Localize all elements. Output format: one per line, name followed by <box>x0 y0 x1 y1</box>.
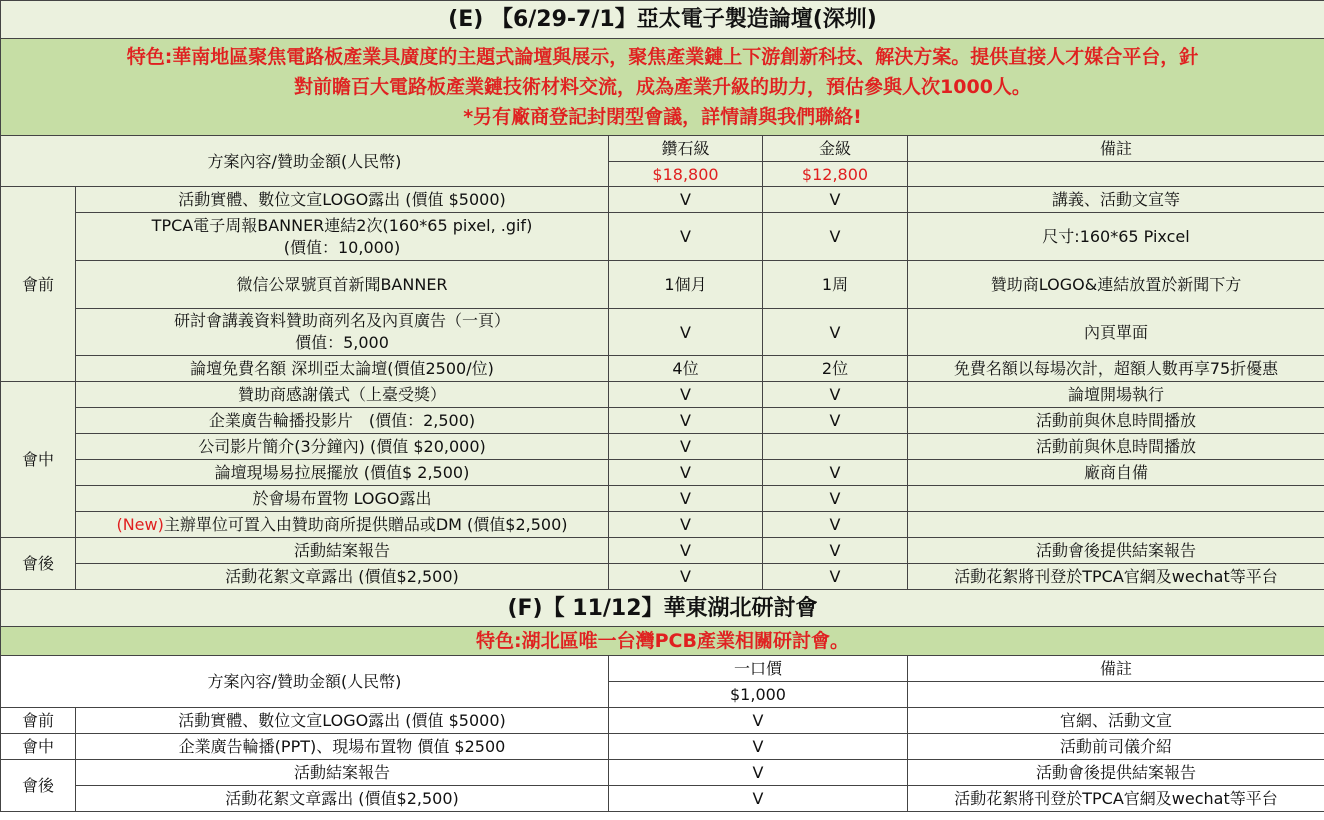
group-before: 會前 <box>1 187 76 382</box>
row-note <box>908 486 1324 512</box>
row-gold: V <box>763 382 908 408</box>
table-row <box>1 486 1324 512</box>
row-item: 論壇免費名額 深圳亞太論壇(價值2500/位) <box>76 356 609 382</box>
row-item: 活動實體、數位文宣LOGO露出 (價值 $5000) <box>76 187 609 213</box>
table-row <box>1 708 1324 734</box>
table-row <box>1 564 1324 590</box>
row-item <box>76 213 609 261</box>
row-note: 活動會後提供結案報告 <box>908 538 1324 564</box>
row-gold: 1周 <box>763 261 908 309</box>
feature-line-2: 對前瞻百大電路板產業鏈技術材料交流，成為產業升級的助力，預估參與人次1000人。 <box>294 76 1031 98</box>
row-value: V <box>609 708 908 734</box>
table-row <box>1 187 1324 213</box>
row-value: V <box>609 734 908 760</box>
section-e-feature <box>1 39 1324 136</box>
row-item-line2: 價值：5,000 <box>295 333 389 352</box>
row-gold: V <box>763 538 908 564</box>
row-diamond: V <box>609 538 763 564</box>
row-gold: V <box>763 213 908 261</box>
sponsorship-table-f <box>0 589 1324 812</box>
row-note: 活動前與休息時間播放 <box>908 434 1324 460</box>
table-row <box>1 760 1324 786</box>
diamond-price: $18,800 <box>609 162 763 187</box>
row-item: 企業廣告輪播(PPT)、現場布置物 價值 $2500 <box>76 734 609 760</box>
feature-line-3: *另有廠商登記封閉型會議，詳情請與我們聯絡! <box>463 106 862 128</box>
row-item: 公司影片簡介(3分鐘內) (價值 $20,000) <box>76 434 609 460</box>
new-tag: (New) <box>116 515 164 534</box>
table-row <box>1 512 1324 538</box>
row-note: 官網、活動文宣 <box>908 708 1324 734</box>
row-diamond: V <box>609 382 763 408</box>
row-note: 論壇開場執行 <box>908 382 1324 408</box>
header-plan: 方案內容/贊助金額(人民幣) <box>1 136 609 187</box>
table-row <box>1 786 1324 812</box>
row-diamond: V <box>609 460 763 486</box>
row-value: V <box>609 786 908 812</box>
row-gold: V <box>763 460 908 486</box>
table-row <box>1 460 1324 486</box>
section-e-title: (E) 【6/29-7/1】亞太電子製造論壇(深圳) <box>1 1 1324 39</box>
row-note: 尺寸:160*65 Pixcel <box>908 213 1324 261</box>
row-diamond: V <box>609 564 763 590</box>
row-note: 免費名額以每場次計，超額人數再享75折優惠 <box>908 356 1324 382</box>
row-item: 論壇現場易拉展擺放 (價值$ 2,500) <box>76 460 609 486</box>
row-item: 活動花絮文章露出 (價值$2,500) <box>76 786 609 812</box>
row-gold: V <box>763 408 908 434</box>
row-diamond: V <box>609 213 763 261</box>
row-diamond: V <box>609 486 763 512</box>
header-diamond: 鑽石級 <box>609 136 763 162</box>
gold-price: $12,800 <box>763 162 908 187</box>
group-during: 會中 <box>1 382 76 538</box>
table-row <box>1 213 1324 261</box>
row-note: 活動前司儀介紹 <box>908 734 1324 760</box>
group-before: 會前 <box>1 708 76 734</box>
row-item: 活動花絮文章露出 (價值$2,500) <box>76 564 609 590</box>
row-diamond: V <box>609 408 763 434</box>
row-note: 活動前與休息時間播放 <box>908 408 1324 434</box>
row-note <box>908 512 1324 538</box>
header-note: 備註 <box>908 136 1324 162</box>
row-note: 內頁單面 <box>908 309 1324 356</box>
section-f-feature: 特色:湖北區唯一台灣PCB產業相關研討會。 <box>1 627 1324 656</box>
table-row <box>1 434 1324 460</box>
row-gold: V <box>763 486 908 512</box>
table-row <box>1 734 1324 760</box>
group-after: 會後 <box>1 538 76 590</box>
price-note-empty <box>908 162 1324 187</box>
table-row <box>1 261 1324 309</box>
row-gold: V <box>763 309 908 356</box>
row-item: 微信公眾號頁首新聞BANNER <box>76 261 609 309</box>
row-item: 贊助商感謝儀式（上臺受獎） <box>76 382 609 408</box>
row-gold: V <box>763 564 908 590</box>
row-diamond: V <box>609 187 763 213</box>
row-note: 活動花絮將刊登於TPCA官網及wechat等平台 <box>908 564 1324 590</box>
price-note-empty <box>908 682 1324 708</box>
table-row <box>1 408 1324 434</box>
row-note: 活動花絮將刊登於TPCA官網及wechat等平台 <box>908 786 1324 812</box>
row-note: 講義、活動文宣等 <box>908 187 1324 213</box>
table-row <box>1 538 1324 564</box>
row-item: 於會場布置物 LOGO露出 <box>76 486 609 512</box>
group-after: 會後 <box>1 760 76 812</box>
header-price: $1,000 <box>609 682 908 708</box>
row-gold: V <box>763 512 908 538</box>
row-gold <box>763 434 908 460</box>
row-item: 活動結案報告 <box>76 760 609 786</box>
row-gold: 2位 <box>763 356 908 382</box>
row-item-text: 主辦單位可置入由贊助商所提供贈品或DM (價值$2,500) <box>163 515 568 534</box>
row-diamond: 4位 <box>609 356 763 382</box>
header-plan: 方案內容/贊助金額(人民幣) <box>1 656 609 708</box>
group-during: 會中 <box>1 734 76 760</box>
header-note: 備註 <box>908 656 1324 682</box>
row-diamond: V <box>609 434 763 460</box>
row-note: 廠商自備 <box>908 460 1324 486</box>
row-gold: V <box>763 187 908 213</box>
row-item-line2: (價值：10,000) <box>283 237 401 257</box>
row-item-line1: TPCA電子周報BANNER連結2次(160*65 pixel, .gif) <box>151 215 533 235</box>
table-row <box>1 356 1324 382</box>
row-item <box>76 512 609 538</box>
row-note: 贊助商LOGO&連結放置於新聞下方 <box>908 261 1324 309</box>
row-item: 活動實體、數位文宣LOGO露出 (價值 $5000) <box>76 708 609 734</box>
row-note: 活動會後提供結案報告 <box>908 760 1324 786</box>
row-item-line1: 研討會講義資料贊助商列名及內頁廣告（一頁） <box>173 311 510 330</box>
row-diamond: V <box>609 512 763 538</box>
table-row <box>1 309 1324 356</box>
row-value: V <box>609 760 908 786</box>
feature-line-1: 特色:華南地區聚焦電路板產業具廣度的主題式論壇與展示，聚焦產業鏈上下游創新科技、解決方案。提供直接人才媒合平台，針 <box>126 46 1199 68</box>
row-item: 企業廣告輪播投影片 (價值：2,500) <box>76 408 609 434</box>
header-price-label: 一口價 <box>609 656 908 682</box>
row-item: 活動結案報告 <box>76 538 609 564</box>
row-diamond: V <box>609 309 763 356</box>
row-diamond: 1個月 <box>609 261 763 309</box>
row-item <box>76 309 609 356</box>
header-gold: 金級 <box>763 136 908 162</box>
table-row <box>1 382 1324 408</box>
section-f-title: (F)【 11/12】華東湖北研討會 <box>1 590 1324 627</box>
